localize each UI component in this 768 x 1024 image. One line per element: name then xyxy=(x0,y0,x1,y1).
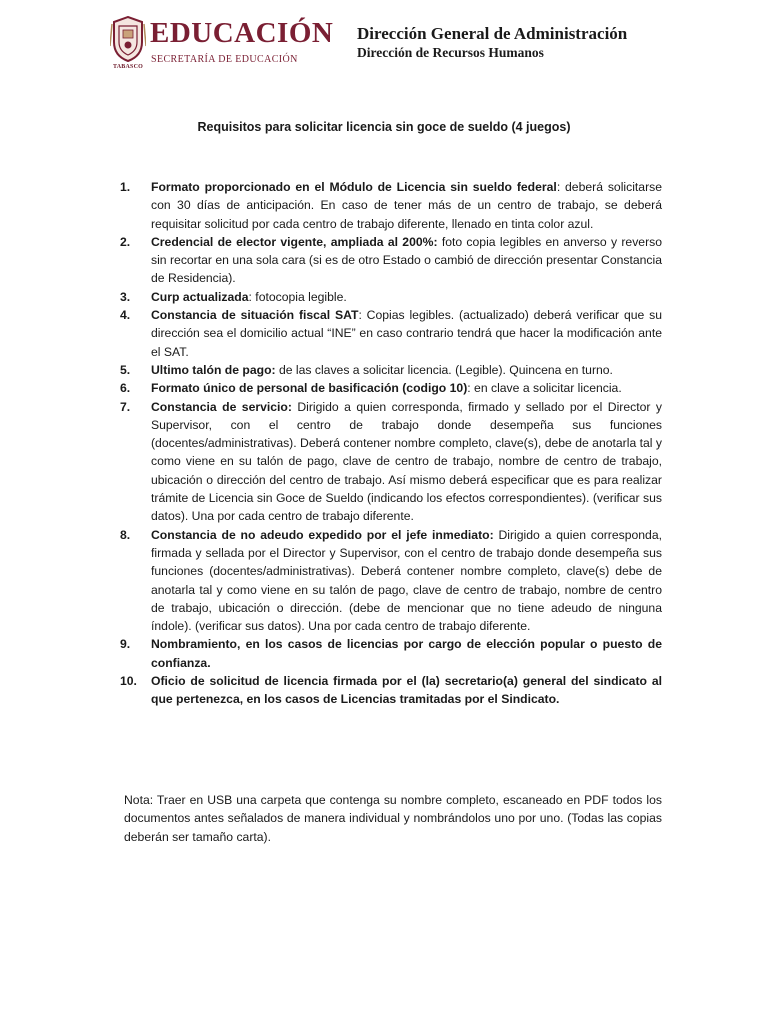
item-text: : en clave a solicitar licencia. xyxy=(467,381,622,396)
item-text: de las claves a solicitar licencia. (Legible). Quincena en turno. xyxy=(275,362,613,377)
item-heading: Constancia de servicio: xyxy=(151,399,292,414)
item-number: 3. xyxy=(120,289,131,304)
item-text: Dirigido a quien corresponda, firmada y sellada por el Director y Supervisor, con el centro de trabajo donde desempeña sus funciones (docentes/administrativas). Deberá contener nombre completo, clave(s) debe de anotarla tal y como viene en su talón de pago, clave de centro de trabajo, nombre de centro de trabajo, ubicación o dirección. (debe de mencionar que no tiene adeudo de ninguna índole). (verificar sus datos). Una por cada centro de trabajo diferente. xyxy=(151,527,662,634)
list-item xyxy=(120,672,662,709)
requirements-list xyxy=(120,178,662,709)
list-item xyxy=(120,361,662,379)
education-logo xyxy=(108,14,334,76)
note-paragraph: Nota: Traer en USB una carpeta que contenga su nombre completo, escaneado en PDF todos los documentos antes señalados de manera individual y nombrándolos uno por uno. (Todas las copias deberán ser tamaño carta). xyxy=(124,793,662,844)
item-text: foto copia legibles en anverso y reverso sin recortar en una sola cara (si es de otro Estado o cambió de dirección presentar Constancia de Residencia). xyxy=(151,234,662,286)
document-title: Requisitos para solicitar licencia sin goce de sueldo (4 juegos) xyxy=(197,120,571,134)
item-text: : Copias legibles. (actualizado) deberá verificar que su dirección sea el domicilio actual “INE” en caso contrario tendrá que hacer la modificación ante el SAT. xyxy=(151,308,662,359)
item-number: 4. xyxy=(120,308,131,323)
list-item xyxy=(120,398,662,526)
item-heading: Formato proporcionado en el Módulo de Licencia sin sueldo federal xyxy=(151,180,557,194)
list-item xyxy=(120,379,662,397)
item-number: 2. xyxy=(120,234,131,249)
item-number: 5. xyxy=(120,362,131,377)
logo-state-label: TABASCO xyxy=(113,64,143,70)
item-heading: Formato único de personal de basificación (codigo 10) xyxy=(151,381,468,396)
logo-subtitle: SECRETARÍA DE EDUCACIÓN xyxy=(151,54,298,65)
list-item xyxy=(120,233,662,288)
item-number: 8. xyxy=(120,527,131,542)
list-item xyxy=(120,526,662,636)
list-item xyxy=(120,306,662,361)
item-number: 6. xyxy=(120,381,131,396)
item-heading: Nombramiento, en los casos de licencias por cargo de elección popular o puesto de confianza. xyxy=(151,637,662,670)
item-text: : deberá solicitarse con 30 días de anticipación. En caso de tener más de un centro de trabajo, se deberá requisitar solicitud por cada centro de trabajo diferente, llenado en tinta color azul. xyxy=(151,180,663,231)
item-number: 9. xyxy=(120,637,131,652)
list-item xyxy=(120,288,662,306)
state-crest-icon xyxy=(110,16,146,62)
department-subtitle: Dirección de Recursos Humanos xyxy=(357,45,544,60)
item-number: 7. xyxy=(120,399,131,414)
header-titles xyxy=(357,24,627,62)
list-item xyxy=(120,178,662,233)
item-heading: Constancia de situación fiscal SAT xyxy=(151,308,359,323)
logo-title: EDUCACIÓN xyxy=(150,17,334,49)
item-heading: Credencial de elector vigente, ampliada al 200%: xyxy=(151,234,438,249)
item-heading: Constancia de no adeudo expedido por el jefe inmediato: xyxy=(151,527,494,542)
item-number: 10. xyxy=(120,674,137,689)
item-heading: Curp actualizada xyxy=(151,289,249,304)
item-text: Dirigido a quien corresponda, firmado y sellado por el Director y Supervisor, con el centro de trabajo donde desempeña sus funciones (docentes/administrativas). Deberá contener nombre completo, clave(s), debe de anotarla tal y como viene en su talón de pago, clave de centro de trabajo, nombre de centro de trabajo, ubicación o dirección del centro de trabajo. Así mismo deberá especificar que es para realizar trámite de Licencia sin Goce de Sueldo (indicando los efectos correspondientes). (verificar sus datos). Una por cada centro de trabajo diferente. xyxy=(151,399,662,524)
list-item xyxy=(120,635,662,672)
item-number: 1. xyxy=(120,180,131,194)
item-heading: Ultimo talón de pago: xyxy=(151,362,276,377)
department-title: Dirección General de Administración xyxy=(357,24,628,43)
item-text: : fotocopia legible. xyxy=(248,289,347,304)
page-header xyxy=(0,0,768,90)
item-heading: Oficio de solicitud de licencia firmada por el (la) secretario(a) general del sindicato al que pertenezca, en los casos de Licencias tramitadas por el Sindicato. xyxy=(151,674,662,707)
